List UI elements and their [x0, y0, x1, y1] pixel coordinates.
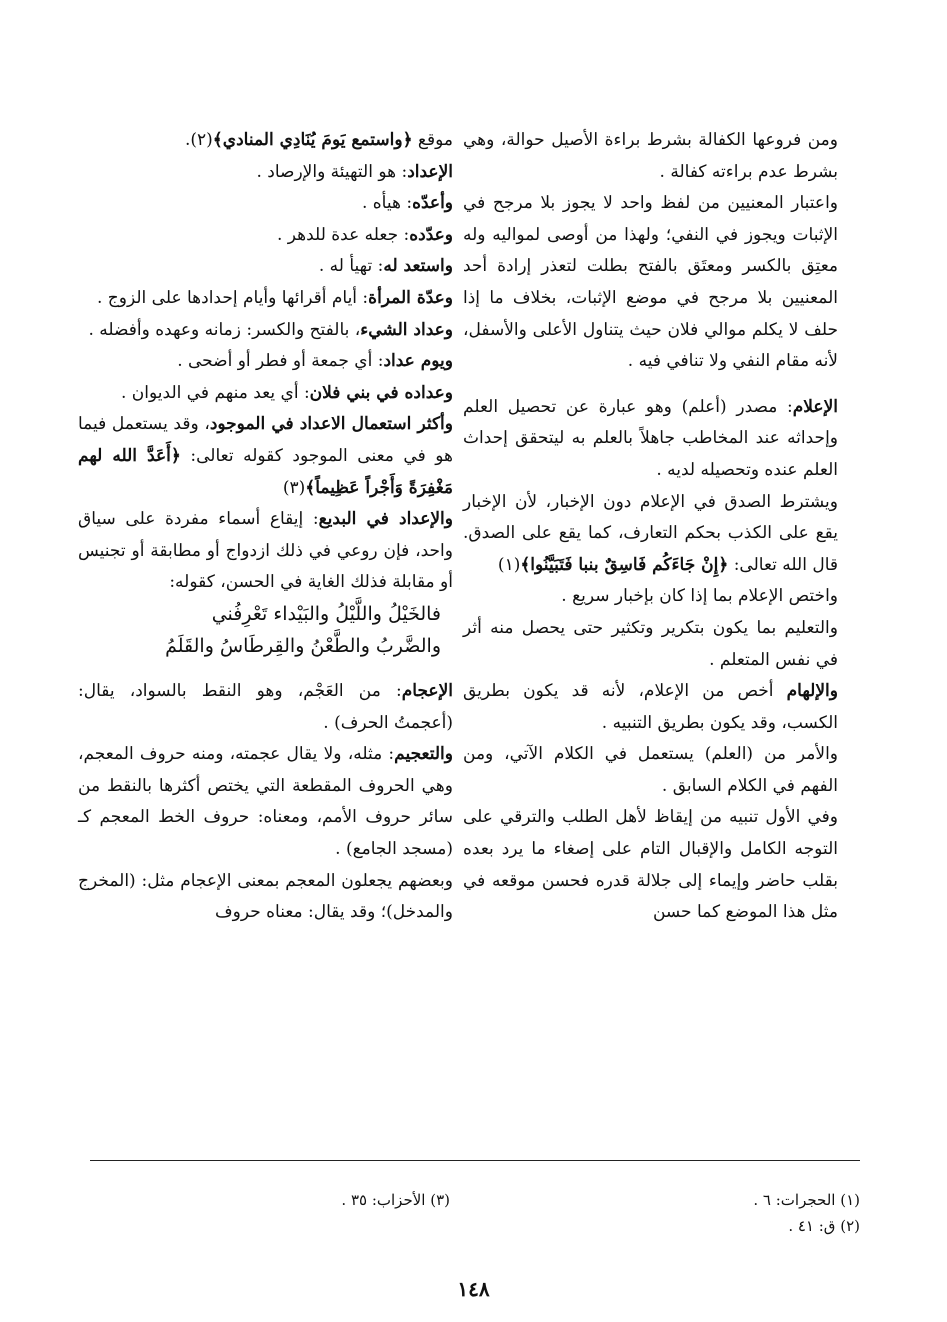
- entry-text: وفي الأول تنبيه من إيقاظ لأهل الطلب والترقي على التوجه الكامل والإقبال التام على إصغاء ما يرد بعده بقلب حاضر وإيماء إلى جلالة قدره فحسن موقعه في مثل هذا الموضع كما حسن: [463, 807, 838, 923]
- entry-text: والتعليم بما يكون بتكرير وتكثير حتى يحصل منه أثر في نفس المتعلم .: [463, 617, 838, 670]
- paragraph: [78, 125, 453, 157]
- paragraph: [78, 378, 453, 410]
- entry-term: وعدّده: [409, 224, 453, 245]
- entry-text: موقع: [412, 130, 453, 150]
- entry-term: وأعدّه: [412, 193, 453, 214]
- entry-text: : تهيأ له .: [318, 256, 384, 277]
- entry-text: : جعله عدة للدهر .: [276, 224, 410, 245]
- paragraph: [78, 251, 453, 283]
- entry-text: : مثله، ولا يقال عجمته، ومنه حروف المعجم، وهي الحروف المقطعة التي يختص أكثرها بالنقط من سائر حروف الأمم، ومعناه: حروف الخط المعجم كـ (مسجد الجامع) .: [78, 744, 453, 860]
- paragraph: [463, 581, 838, 613]
- entry-tail: .: [184, 130, 191, 150]
- entry-text: : مصدر (أعلم) وهو عبارة عن تحصيل العلم وإحداثه عند المخاطب جاهلاً بالعلم به ليتحقق إحداث العلم عنده وتحصيله لديه .: [463, 396, 838, 480]
- entry-term: واستعد له: [383, 256, 453, 277]
- paragraph: [463, 739, 838, 802]
- entry-term: الإعداد: [407, 161, 453, 182]
- poem-line: فالخَيْلُ واللَّيْلُ والبَيْداء تَعْرِفُني: [211, 602, 441, 625]
- entry-text: ومن فروعها الكفالة بشرط براءة الأصيل حوالة، وهي بشرط عدم براءته كفالة .: [463, 130, 838, 182]
- footnotes-left: [150, 1187, 450, 1213]
- entry-term: وعداده في بني فلان: [309, 382, 453, 403]
- footnote-ref: (٣): [282, 477, 306, 498]
- right-column: [463, 125, 838, 929]
- paragraph: [78, 676, 453, 739]
- paragraph: [78, 283, 453, 315]
- paragraph: [463, 392, 838, 487]
- quran-verse: ﴿أَعَدَّ الله لهم مَغْفِرَةً وَأَجْراً عَظِيماً﴾: [78, 445, 453, 498]
- footnote-ref: (١): [497, 554, 521, 575]
- entry-term: الإعلام: [792, 396, 838, 417]
- paragraph: [463, 188, 838, 378]
- entry-text: واختص الإعلام بما إذا كان بإخبار سريع .: [561, 586, 838, 607]
- footnotes-right: [560, 1187, 860, 1239]
- entry-text: : إيقاع أسماء مفردة على سياق واحد، فإن روعي في ذلك ازدواج أو مطابقة أو تجنيس أو مقابلة فذلك الغاية في الحسن، كقوله:: [78, 509, 453, 593]
- entry-term: وعدّة المرأة: [368, 287, 453, 308]
- entry-text: والأمر من (العلم) يستعمل في الكلام الآتي، ومن الفهم في الكلام السابق .: [463, 744, 838, 796]
- entry-text: ، بالفتح والكسر: زمانه وعهده وأفضله .: [88, 319, 361, 340]
- quran-verse: ﴿واستمع يَومَ يُنَادِي المنادي﴾: [212, 130, 413, 150]
- entry-text: أخص من الإعلام، لأنه قد يكون بطريق الكسب، وقد يكون بطريق التنبيه .: [463, 681, 838, 733]
- quran-verse: ﴿إِنْ جَاءَكُم فَاسِقٌ بنبا فَتَبَيَّنُوا﴾: [520, 554, 729, 575]
- entry-term: والتعجيم: [394, 744, 453, 765]
- paragraph: [78, 739, 453, 865]
- entry-text: واعتبار المعنيين من لفظ واحد لا يجوز بلا مرجح في الإثبات ويجوز في النفي؛ ولهذا من أوصى لمواليه وله معتِق بالكسر ومعتَق بالفتح بطلت لتعذر إرادة أحد المعنيين بلا مرجح في موضع الإثبات، بخلاف ما إذا حلف لا يكلم موالي فلان حيث يتناول الأعلى والأسفل، لأنه مقام النفي ولا تنافي فيه .: [463, 193, 838, 372]
- entry-text: : هو التهيئة والإرصاد .: [256, 161, 408, 182]
- entry-text: ويشترط الصدق في الإعلام دون الإخبار، لأن الإخبار يقع على الكذب بحكم التعارف، كما يقع على الصدق. قال الله تعالى:: [463, 491, 838, 575]
- entry-text: : أي جمعة أو فطر أو أضحى .: [177, 351, 384, 372]
- entry-term: والإعداد في البديع: [318, 509, 453, 530]
- entry-text: : من العَجْم، وهو النقط بالسواد، يقال: (أعجمتُ الحرف) .: [78, 681, 453, 733]
- paragraph: [78, 220, 453, 252]
- paragraph: [78, 315, 453, 347]
- footnote-1: (١) الحجرات: ٦ .: [753, 1191, 860, 1209]
- entry-text: وبعضهم يجعلون المعجم بمعنى الإعجام مثل: (المخرج والمدخل)؛ وقد يقال: معناه حروف: [78, 870, 453, 923]
- entry-text: : أيام أقرائها وأيام إحدادها على الزوج .: [96, 287, 369, 308]
- entry-term: وأكثر استعمال الاعداد في الموجود: [209, 414, 453, 435]
- paragraph: [463, 676, 838, 739]
- footnote-ref: (٢): [190, 130, 213, 150]
- paragraph: [78, 346, 453, 378]
- paragraph: [463, 613, 838, 676]
- entry-text: : أي يعد منهم في الديوان .: [121, 382, 310, 403]
- entry-text: : هيأه .: [361, 193, 413, 214]
- paragraph: [78, 866, 453, 929]
- entry-term: الإعجام: [401, 681, 453, 702]
- poem-verse: [78, 599, 453, 662]
- footnote-3: (٣) الأحزاب: ٣٥ .: [341, 1191, 450, 1209]
- paragraph: [463, 487, 838, 582]
- poem-line: والضَّربُ والطَّعْنُ والقِرطَاسُ والقَلَمُ: [165, 634, 441, 657]
- left-column: [78, 125, 453, 929]
- entry-term: والإلهام: [786, 681, 838, 702]
- paragraph: [78, 157, 453, 189]
- entry-term: ويوم عداد: [383, 351, 453, 372]
- entry-term: وعداد الشيء: [360, 319, 453, 340]
- paragraph: [78, 188, 453, 220]
- paragraph: [463, 125, 838, 188]
- footnote-divider: [90, 1160, 860, 1161]
- footnote-2: (٢) ق: ٤١ .: [788, 1217, 860, 1235]
- entry-text: ، وقد يستعمل فيما هو في معنى الموجود كقوله تعالى:: [78, 414, 454, 466]
- paragraph: [463, 802, 838, 928]
- page-number: ١٤٨: [457, 1277, 490, 1301]
- paragraph: [78, 409, 453, 504]
- paragraph: [78, 504, 453, 599]
